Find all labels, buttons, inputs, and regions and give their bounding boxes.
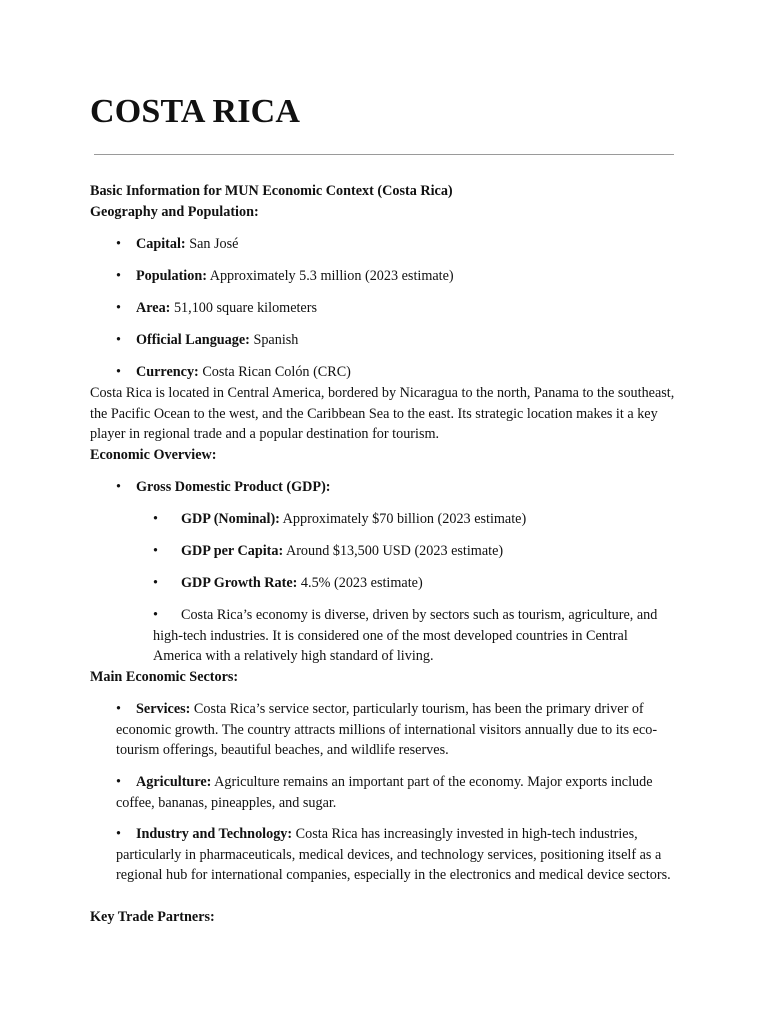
list-item-capital: • Capital: San José xyxy=(116,234,238,255)
bullet: • xyxy=(153,575,158,591)
list-item-gdp-per-capita: • GDP per Capita: Around $13,500 USD (2023 estimate) xyxy=(153,541,503,562)
bullet: • xyxy=(116,268,121,284)
list-item-area: • Area: 51,100 square kilometers xyxy=(116,298,317,319)
bullet: • xyxy=(153,543,158,559)
list-item-gdp-growth: • GDP Growth Rate: 4.5% (2023 estimate) xyxy=(153,573,423,594)
bullet: • xyxy=(116,479,121,495)
sectors-heading: Main Economic Sectors: xyxy=(90,669,239,685)
list-item-services: • Services: Costa Rica’s service sector, particularly tourism, has been the primary driver of economic growth. The country attracts millions of international visitors annually due to its eco-tourism offerings, beautiful beaches, and wildlife reserves. xyxy=(116,701,658,759)
page-title: COSTA RICA xyxy=(90,93,301,130)
bullet: • xyxy=(153,607,158,623)
list-item-population: • Population: Approximately 5.3 million (2023 estimate) xyxy=(116,266,454,287)
bullet: • xyxy=(116,774,121,790)
list-item-agriculture: • Agriculture: Agriculture remains an important part of the economy. Major exports include coffee, bananas, pineapples, and sugar. xyxy=(116,774,653,811)
list-item-economy-note: • Costa Rica’s economy is diverse, driven by sectors such as tourism, agriculture, and high-tech industries. It is considered one of the most developed countries in Central America with a relatively high standard of living. xyxy=(153,607,658,665)
title-divider xyxy=(94,154,674,155)
intro-heading: Basic Information for MUN Economic Context (Costa Rica) xyxy=(90,183,453,199)
economy-heading: Economic Overview: xyxy=(90,447,217,463)
bullet: • xyxy=(116,701,121,717)
bullet: • xyxy=(116,826,121,842)
bullet: • xyxy=(116,332,121,348)
list-item-gdp-nominal: • GDP (Nominal): Approximately $70 billion (2023 estimate) xyxy=(153,509,526,530)
trade-heading: Key Trade Partners: xyxy=(90,909,215,925)
bullet: • xyxy=(153,511,158,527)
list-item-currency: • Currency: Costa Rican Colón (CRC) xyxy=(116,362,351,383)
list-item-language: • Official Language: Spanish xyxy=(116,330,298,351)
geo-heading: Geography and Population: xyxy=(90,204,259,220)
geo-paragraph: Costa Rica is located in Central America, bordered by Nicaragua to the north, Panama to the southeast, the Pacific Ocean to the west, and the Caribbean Sea to the east. Its strategic location makes it a key player in regional trade and a popular destination for tourism. xyxy=(90,385,675,443)
bullet: • xyxy=(116,364,121,380)
bullet: • xyxy=(116,300,121,316)
list-item-gdp: • Gross Domestic Product (GDP): xyxy=(116,477,331,498)
list-item-industry: • Industry and Technology: Costa Rica has increasingly invested in high-tech industries, particularly in pharmaceuticals, medical devices, and technology services, positioning itself as a regional hub for international companies, especially in the electronics and medical device sectors. xyxy=(116,826,671,884)
bullet: • xyxy=(116,236,121,252)
